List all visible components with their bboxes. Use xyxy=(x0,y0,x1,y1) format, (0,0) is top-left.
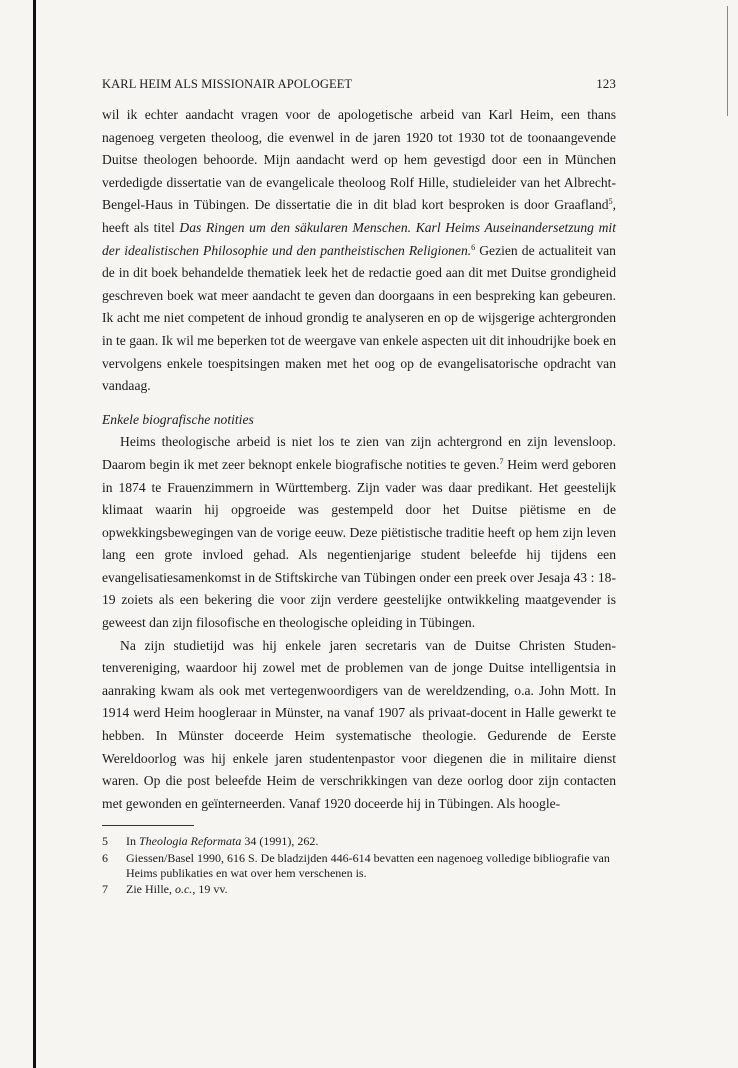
page-number: 123 xyxy=(596,76,616,91)
paragraph-intro xyxy=(102,104,616,398)
footnote-number: 7 xyxy=(102,882,108,897)
footnote-5 xyxy=(102,834,616,849)
footnote-5-post: 34 (1991), 262. xyxy=(241,834,319,849)
page-edge-rule xyxy=(33,0,36,1068)
paragraph-biography xyxy=(102,431,616,634)
footnote-number: 5 xyxy=(102,834,108,849)
footnote-number: 6 xyxy=(102,850,108,865)
footnotes xyxy=(102,834,616,897)
footnote-7-pre: Zie Hille, xyxy=(126,882,175,897)
footnote-7 xyxy=(102,882,616,897)
scan-edge-mark xyxy=(727,6,728,116)
footnote-ref-6: 6 xyxy=(471,242,476,252)
footnote-7-post: , 19 vv. xyxy=(192,882,228,897)
body-text xyxy=(102,104,616,815)
footnote-5-journal: Theologia Reformata xyxy=(139,834,242,849)
intro-text-2: , heeft als titel xyxy=(102,197,616,235)
footnote-separator xyxy=(102,825,194,826)
running-head xyxy=(102,76,616,98)
running-title: KARL HEIM ALS MISSIONAIR APOLOGEET xyxy=(102,77,353,91)
footnote-text: Giessen/Basel 1990, 616 S. De bladzijden 446-614 bevatten een nagenoeg volledige bibliografie van Heims publikaties en wat over hem verschenen is. xyxy=(126,850,610,880)
footnote-ref-7: 7 xyxy=(499,456,504,466)
footnote-5-pre: In xyxy=(126,834,139,849)
footnote-7-abbrev: o.c. xyxy=(174,882,193,897)
intro-text-3: Gezien de actualiteit van de in dit boek behandelde thematiek leek het de redactie goed aan dit met Duitse grondigheid geschreven boek wat meer aandacht te geven dan doorgaans in een bespreking kan gebeuren. Ik acht me niet competent de inhoud grondig te analyseren en op de wijsgerige achtergronden in te gaan. Ik wil me beperken tot de weergave van enkele aspecten uit dit inhoudrijke boek en vervolgens enkele toespitsingen maken met het oog op de evangelisatorische opdracht van vandaag. xyxy=(102,242,616,394)
biography-text-1: Heims theologische arbeid is niet los te zien van zijn achtergrond en zijn levensloop. Daarom begin ik met zeer beknopt enkele biografische notities te geven. xyxy=(102,434,616,472)
paragraph-career: Na zijn studietijd was hij enkele jaren secretaris van de Duitse Christen Studentenvereniging, waardoor hij zowel met de problemen van de jonge Duitse intelligentsia in aanraking kwam als ook met vertegenwoordigers van de wereldzending, o.a. John Mott. In 1914 werd Heim hoogleraar in Münster, na vanaf 1907 als privaat-docent in Halle gewerkt te hebben. In Münster doceerde Heim systematische theologie. Gedurende de Eerste Wereldoorlog was hij enkele jaren studentenpastor voor diegenen die in militaire dienst waren. Op die post beleefde Heim de verschrikkingen van deze oorlog door zijn contacten met gewonden en geïnterneerden. Vanaf 1920 doceerde hij in Tübingen. Als hoogle- xyxy=(102,637,616,811)
biography-text-2: Heim werd geboren in 1874 te Frauenzimmern in Württemberg. Zijn vader was daar predikant. Het geestelijk klimaat waarin hij opgroeide was gestempeld door het Duitse piëtisme en de opwekkingsbewegingen van de vorige eeuw. Deze piëtistische traditie heeft op hem zijn leven lang een grote invloed gehad. Als negentienjarige student beleefde hij tijdens een evangelisatiesamenkomst in de Stiftskirche van Tübingen onder een preek over Jesaja 43 : 18-19 zoiets als een bekering die voor zijn verdere geestelijke ontwikkeling maatgevender is geweest dan zijn filosofische en theologische opleiding in Tübingen. xyxy=(102,456,616,631)
footnote-ref-5: 5 xyxy=(608,197,613,207)
section-heading: Enkele biografische notities xyxy=(102,411,254,427)
intro-text-1: wil ik echter aandacht vragen voor de apologetische arbeid van Karl Heim, een thans nagenoeg vergeten theoloog, die evenwel in de jaren 1920 tot 1930 tot de toonaangevende Duitse theologen behoorde. Mijn aandacht werd op hem gevestigd door een in München verdedigde dissertatie van de evangelicale theoloog Rolf Hille, studieleider van het Albrecht-Bengel-Haus in Tübingen. De dissertatie die in dit blad kort besproken is door Graafland xyxy=(102,107,616,213)
book-page xyxy=(102,76,616,898)
footnote-text xyxy=(126,882,616,897)
dissertation-title: Das Ringen um den säkularen Menschen. Karl Heims Auseinandersetzung mit der idealistischen Philosophie und den pantheistischen Religionen. xyxy=(102,219,616,258)
footnote-text xyxy=(126,834,616,849)
footnote-6 xyxy=(102,851,616,881)
